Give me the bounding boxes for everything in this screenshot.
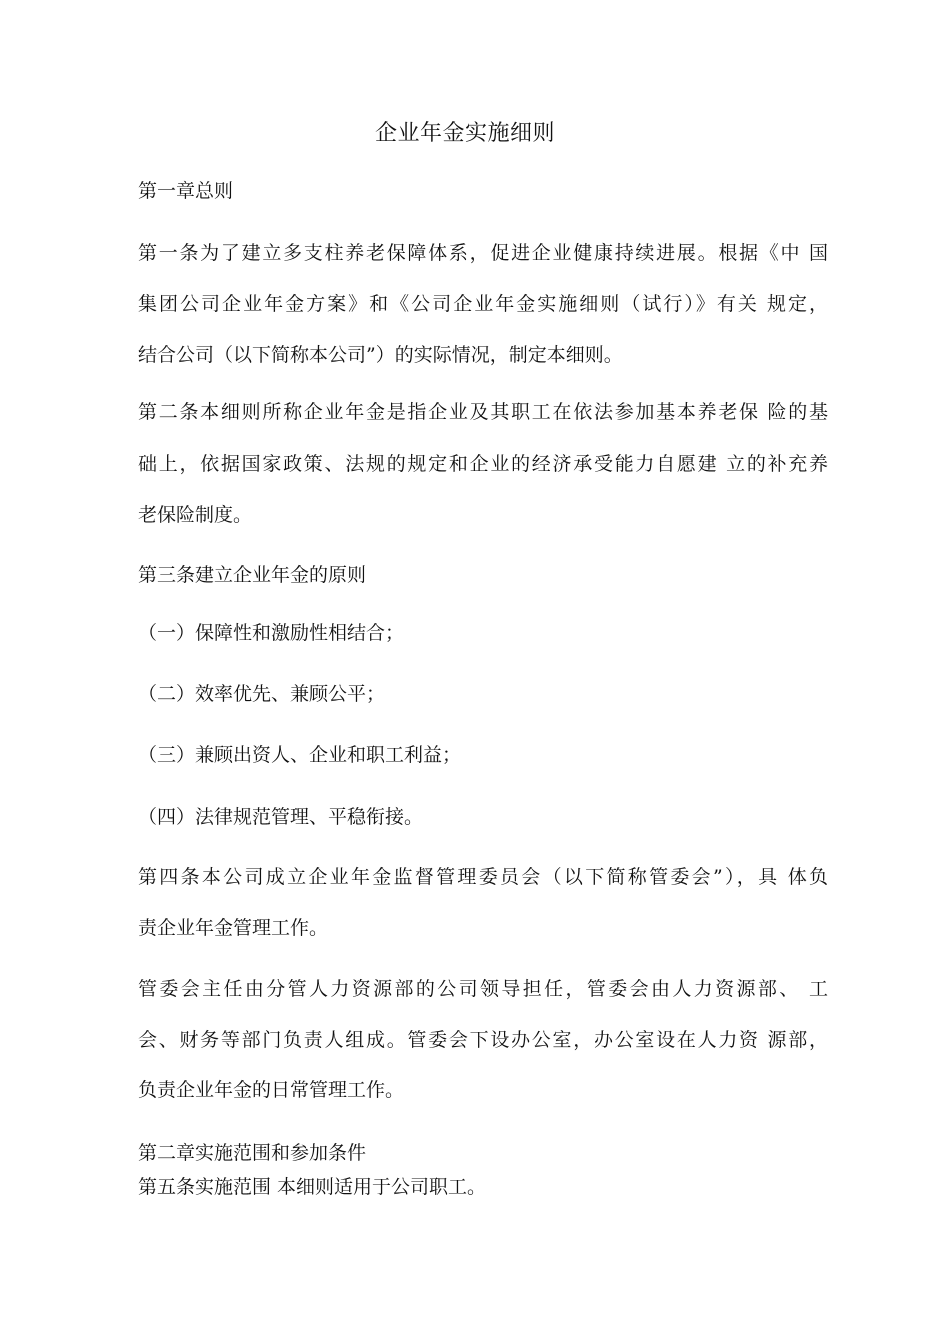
article-2-line-3: 老保险制度。: [138, 504, 253, 526]
committee-line-2: 会、财务等部门负责人组成。管委会下设办公室，办公室设在人力资 源部，: [138, 1029, 828, 1051]
article-4-line-2: 责企业年金管理工作。: [138, 917, 329, 939]
principle-item-2: （二）效率优先、兼顾公平；: [138, 683, 386, 705]
document-title: 企业年金实施细则: [374, 121, 555, 146]
article-5-line: 第五条实施范围 本细则适用于公司职工。: [138, 1176, 487, 1198]
article-3-heading: 第三条建立企业年金的原则: [138, 564, 367, 586]
principle-item-3: （三）兼顾出资人、企业和职工利益；: [138, 744, 462, 766]
committee-line-1: 管委会主任由分管人力资源部的公司领导担任，管委会由人力资源部、 工: [138, 978, 828, 1000]
article-4-line-1: 第四条本公司成立企业年金监督管理委员会（以下简称管委会”），具 体负: [138, 866, 828, 888]
chapter-2-heading: 第二章实施范围和参加条件: [138, 1142, 367, 1164]
principle-item-1: （一）保障性和激励性相结合；: [138, 622, 405, 644]
article-1-line-2: 集团公司企业年金方案》和《公司企业年金实施细则（试行）》有关 规定，: [138, 293, 828, 315]
chapter-1-heading: 第一章总则: [138, 180, 234, 202]
article-2-line-2: 础上，依据国家政策、法规的规定和企业的经济承受能力自愿建 立的补充养: [138, 453, 828, 475]
article-2-line-1: 第二条本细则所称企业年金是指企业及其职工在依法参加基本养老保 险的基: [138, 401, 828, 423]
committee-line-3: 负责企业年金的日常管理工作。: [138, 1079, 405, 1101]
article-1-line-3: 结合公司（以下简称本公司”）的实际情况，制定本细则。: [138, 344, 623, 366]
principle-item-4: （四）法律规范管理、平稳衔接。: [138, 806, 424, 828]
article-1-line-1: 第一条为了建立多支柱养老保障体系，促进企业健康持续进展。根据《中 国: [138, 242, 828, 264]
